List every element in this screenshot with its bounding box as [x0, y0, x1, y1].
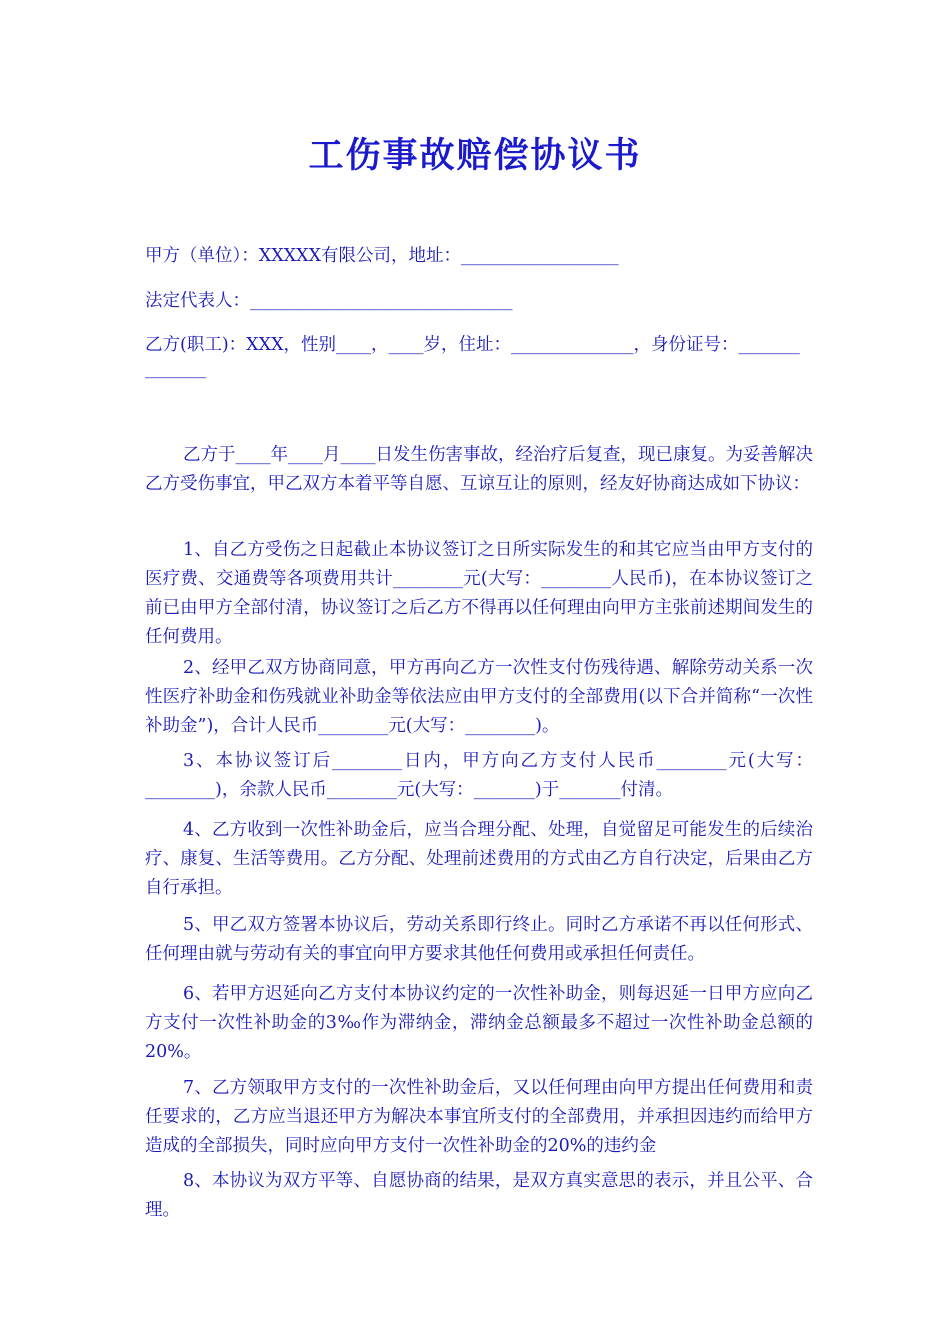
- party-a-line: 甲方（单位）：XXXXX有限公司，地址：__________________: [145, 246, 619, 266]
- clause-2: 2、经甲乙双方协商同意，甲方再向乙方一次性支付伤残待遇、解除劳动关系一次性医疗补助金和伤残就业补助金等依法应由甲方支付的全部费用(以下合并简称“一次性补助金”)，合计人民币________元(大写：________)。: [145, 658, 813, 736]
- clause-7: 7、乙方领取甲方支付的一次性补助金后，又以任何理由向甲方提出任何费用和责任要求的，乙方应当退还甲方为解决本事宜所支付的全部费用，并承担因违约而给甲方造成的全部损失，同时应向甲方支付一次性补助金的20%的违约金: [145, 1078, 813, 1156]
- clause-3: 3、本协议签订后________日内，甲方向乙方支付人民币________元(大写：________)，余款人民币________元(大写：_______)于_______付清。: [145, 751, 813, 800]
- party-b-line: 乙方(职工)：XXX，性别____，____岁，住址：______________，身份证号：_______: [145, 335, 800, 355]
- party-b-line-continued: _______: [145, 359, 207, 379]
- legal-representative-line: 法定代表人：______________________________: [145, 291, 513, 311]
- document-title: 工伤事故赔偿协议书: [308, 135, 642, 176]
- clause-8: 8、本协议为双方平等、自愿协商的结果，是双方真实意思的表示，并且公平、合理。: [145, 1171, 813, 1220]
- clause-6: 6、若甲方迟延向乙方支付本协议约定的一次性补助金，则每迟延一日甲方应向乙方支付一次性补助金的3‰作为滞纳金，滞纳金总额最多不超过一次性补助金总额的20%。: [145, 984, 813, 1062]
- intro-paragraph: 乙方于____年____月____日发生伤害事故，经治疗后复查，现已康复。为妥善解决乙方受伤事宜，甲乙双方本着平等自愿、互谅互让的原则，经友好协商达成如下协议：: [145, 445, 813, 494]
- clause-5: 5、甲乙双方签署本协议后，劳动关系即行终止。同时乙方承诺不再以任何形式、任何理由就与劳动有关的事宜向甲方要求其他任何费用或承担任何责任。: [145, 915, 813, 964]
- clause-1: 1、自乙方受伤之日起截止本协议签订之日所实际发生的和其它应当由甲方支付的医疗费、交通费等各项费用共计________元(大写：________人民币)，在本协议签订之前已由甲方全部付清，协议签订之后乙方不得再以任何理由向甲方主张前述期间发生的任何费用。: [145, 540, 813, 647]
- party-b-block: [145, 333, 813, 381]
- clause-4: 4、乙方收到一次性补助金后，应当合理分配、处理，自觉留足可能发生的后续治疗、康复、生活等费用。乙方分配、处理前述费用的方式由乙方自行决定，后果由乙方自行承担。: [145, 820, 813, 898]
